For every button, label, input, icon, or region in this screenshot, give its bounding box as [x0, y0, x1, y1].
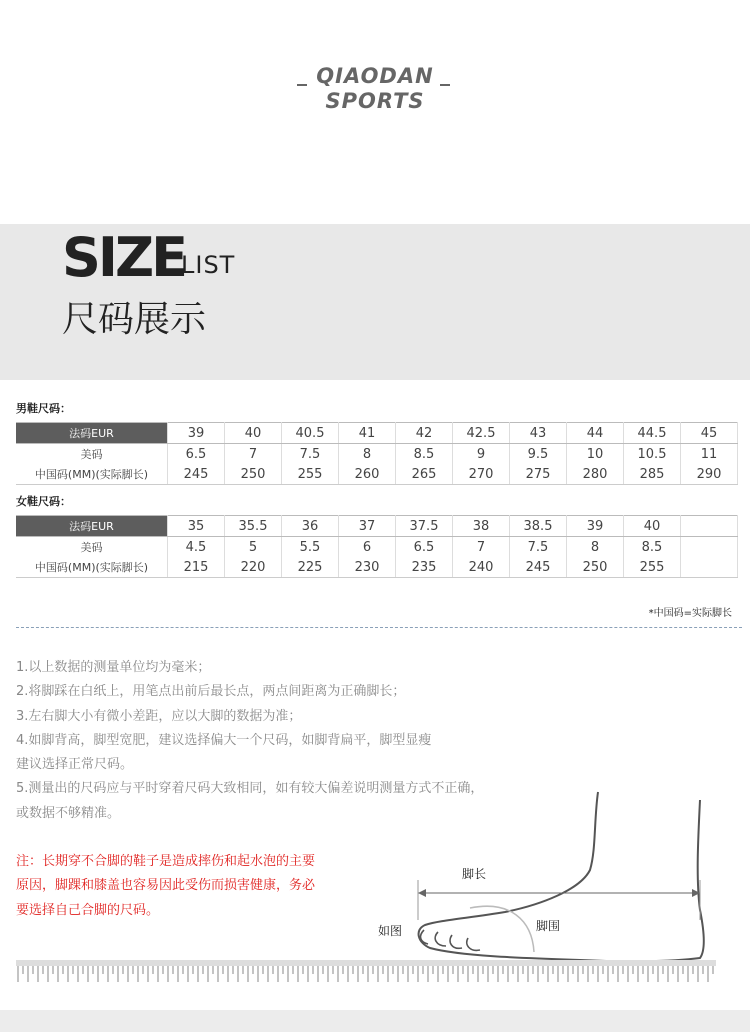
size-cell: 255: [282, 464, 339, 485]
size-cell: 270: [453, 464, 510, 485]
size-cell: 5: [225, 537, 282, 558]
size-cell: 43: [510, 423, 567, 444]
women-row-3: [16, 557, 738, 578]
size-cell: 7: [225, 444, 282, 465]
size-cell: 285: [624, 464, 681, 485]
row-label: 美码: [16, 444, 168, 465]
size-cell: 35: [168, 516, 225, 537]
size-cell: 42: [396, 423, 453, 444]
size-cell: 8: [339, 444, 396, 465]
size-cell: 40: [624, 516, 681, 537]
row-label: 美码: [16, 537, 168, 558]
row-label: 法码EUR: [16, 423, 168, 444]
size-cell: 36: [282, 516, 339, 537]
foot-length-arrow-left: [418, 889, 426, 897]
size-cell: 10: [567, 444, 624, 465]
size-note: *中国码=实际脚长: [648, 608, 732, 619]
size-cell: 44: [567, 423, 624, 444]
tip-line: 4.如脚背高，脚型宽肥，建议选择偏大一个尺码，如脚背扁平，脚型显瘦: [16, 732, 432, 748]
size-cell: 7.5: [510, 537, 567, 558]
size-cell: [681, 537, 738, 558]
row-label: 法码EUR: [16, 516, 168, 537]
women-row-2: [16, 537, 738, 558]
men-size-table: [16, 422, 738, 485]
warning-line: 注：长期穿不合脚的鞋子是造成摔伤和起水泡的主要: [16, 854, 316, 869]
size-cell: 9.5: [510, 444, 567, 465]
warning-line: 原因，脚踝和膝盖也容易因此受伤而损害健康，务必: [16, 878, 316, 894]
size-cell: 38.5: [510, 516, 567, 537]
women-size-label: 女鞋尺码：: [16, 495, 71, 508]
size-cell: 265: [396, 464, 453, 485]
size-cell: 6.5: [396, 537, 453, 558]
size-cell: 38: [453, 516, 510, 537]
size-cell: 255: [624, 557, 681, 578]
size-cell: 6: [339, 537, 396, 558]
as-shown-label: 如图: [378, 924, 403, 938]
women-size-table: [16, 515, 738, 578]
title-size: SIZE: [62, 226, 186, 289]
size-cell: 250: [225, 464, 282, 485]
size-cell: 7.5: [282, 444, 339, 465]
ruler-bar: [16, 960, 716, 966]
size-cell: 40: [225, 423, 282, 444]
size-cell: 41: [339, 423, 396, 444]
size-cell: 250: [567, 557, 624, 578]
size-cell: 4.5: [168, 537, 225, 558]
size-cell: 9: [453, 444, 510, 465]
title-list: LIST: [181, 251, 236, 279]
measuring-ruler: [16, 960, 716, 986]
size-cell: 8: [567, 537, 624, 558]
size-cell: 240: [453, 557, 510, 578]
size-cell: 6.5: [168, 444, 225, 465]
foot-girth-label: 脚围: [536, 919, 561, 933]
size-cell: 235: [396, 557, 453, 578]
foot-length-label: 脚长: [462, 867, 487, 881]
size-cell: [681, 557, 738, 578]
size-cell: 11: [681, 444, 738, 465]
size-cell: 5.5: [282, 537, 339, 558]
size-cell: 37.5: [396, 516, 453, 537]
size-cell: 280: [567, 464, 624, 485]
header: [0, 0, 750, 224]
size-cell: 44.5: [624, 423, 681, 444]
tip-line: 3.左右脚大小有微小差距，应以大脚的数据为准；: [16, 708, 302, 724]
size-cell: 37: [339, 516, 396, 537]
size-cell: 40.5: [282, 423, 339, 444]
size-cell: 45: [681, 423, 738, 444]
size-cell: 39: [168, 423, 225, 444]
men-row-3: [16, 464, 738, 485]
row-label: 中国码(MM)(实际脚长): [16, 557, 168, 578]
size-cell: 35.5: [225, 516, 282, 537]
size-cell: 275: [510, 464, 567, 485]
bottom-band: [0, 1010, 750, 1032]
size-cell: 260: [339, 464, 396, 485]
size-cell: 245: [510, 557, 567, 578]
row-label: 中国码(MM)(实际脚长): [16, 464, 168, 485]
brand-line1: QIAODAN: [316, 64, 434, 88]
men-row-1: [16, 423, 738, 444]
tip-line: 建议选择正常尺码。: [16, 757, 134, 773]
warning-line: 要选择自己合脚的尺码。: [16, 902, 160, 918]
tip-line: 2.将脚踩在白纸上，用笔点出前后最长点，两点间距离为正确脚长；: [16, 684, 406, 700]
size-cell: 42.5: [453, 423, 510, 444]
dashed-divider: [16, 627, 742, 628]
size-cell: 215: [168, 557, 225, 578]
size-cell: 220: [225, 557, 282, 578]
size-cell: 8.5: [624, 537, 681, 558]
foot-diagram: [0, 780, 750, 970]
size-cell: [681, 516, 738, 537]
size-cell: 230: [339, 557, 396, 578]
size-cell: 39: [567, 516, 624, 537]
men-size-label: 男鞋尺码：: [16, 402, 71, 415]
size-cell: 290: [681, 464, 738, 485]
size-cell: 7: [453, 537, 510, 558]
title-cn: 尺码展示: [62, 299, 207, 340]
tip-line: 或数据不够精准。: [16, 805, 121, 821]
women-row-1: [16, 516, 738, 537]
tip-line: 5.测量出的尺码应与平时穿着尺码大致相同，如有较大偏差说明测量方式不正确，: [16, 781, 484, 797]
tip-line: 1.以上数据的测量单位均为毫米；: [16, 660, 211, 675]
size-cell: 225: [282, 557, 339, 578]
brand-logo: [0, 64, 750, 114]
brand-line2: SPORTS: [325, 89, 425, 113]
size-cell: 8.5: [396, 444, 453, 465]
size-cell: 245: [168, 464, 225, 485]
size-cell: 10.5: [624, 444, 681, 465]
men-row-2: [16, 444, 738, 465]
